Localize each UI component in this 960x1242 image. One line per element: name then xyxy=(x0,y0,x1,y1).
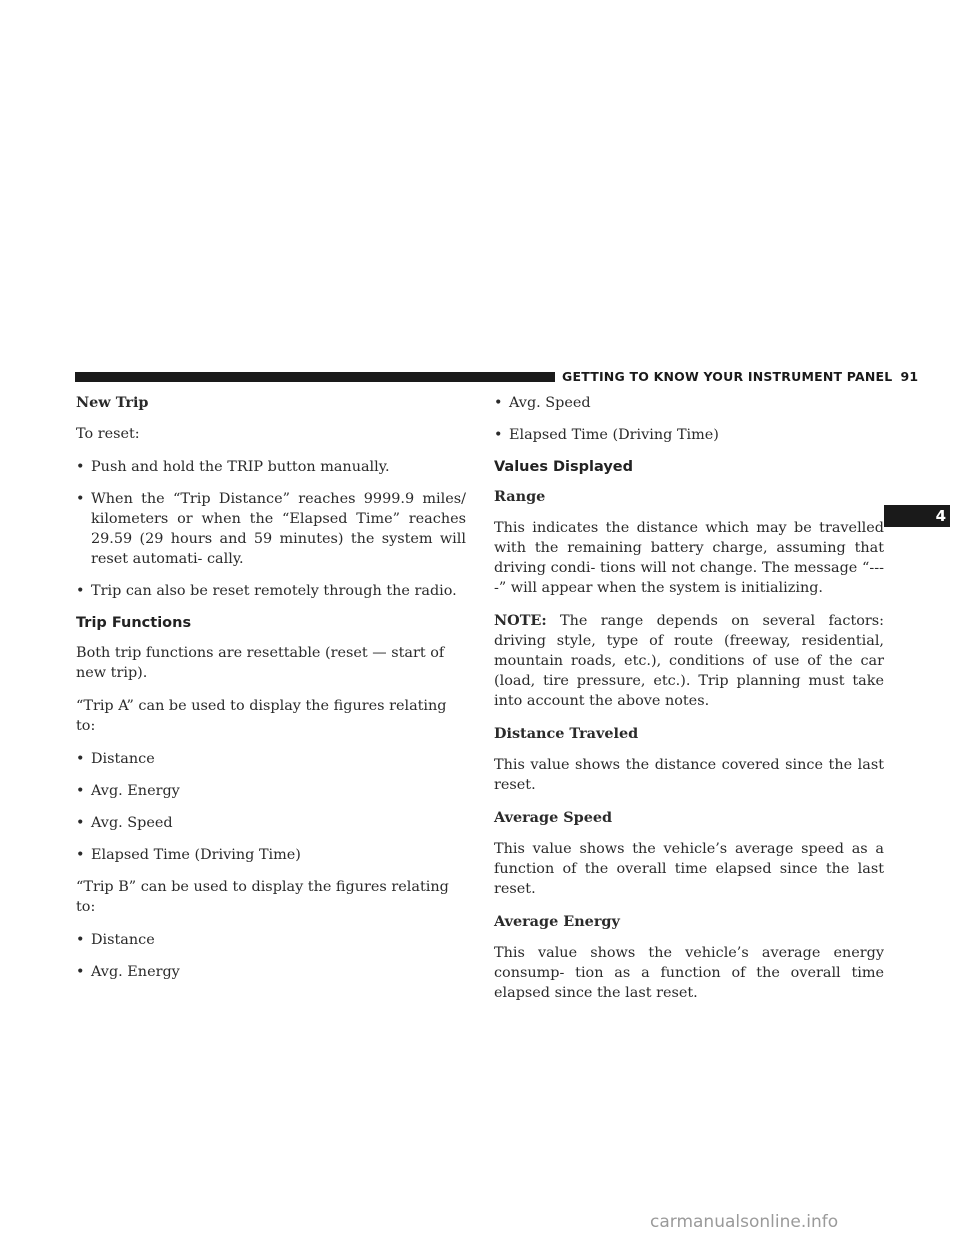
trip-b-intro: “Trip B” can be used to display the figures relating to: xyxy=(76,879,449,915)
note-text: The range depends on several factors: driving style, type of route (freeway, residential, mountain roads, etc.), conditions of use of the car (load, tire pressure, etc.). Trip planning must take into account the above notes. xyxy=(494,613,884,709)
average-speed-text: This value shows the vehicle’s average speed as a function of the overall time elapsed since the last reset. xyxy=(494,841,884,897)
list-item: • Distance xyxy=(76,932,155,948)
list-item: • When the “Trip Distance” reaches 9999.9 miles/ kilometers or when the “Elapsed Time” reaches 29.59 (29 hours and 59 minutes) the system will reset automati- cally. xyxy=(76,491,466,567)
list-item: • Avg. Speed xyxy=(494,395,591,411)
bullet-icon: • xyxy=(76,964,85,980)
trip-b-list xyxy=(76,930,466,982)
left-column xyxy=(76,393,466,994)
trip-a-list xyxy=(76,749,466,865)
to-reset-text: To reset: xyxy=(76,426,140,442)
range-heading: Range xyxy=(494,488,546,505)
list-item: • Trip can also be reset remotely through the radio. xyxy=(76,583,457,599)
bullet-icon: • xyxy=(76,491,85,507)
bullet-icon: • xyxy=(76,783,85,799)
list-item: • Push and hold the TRIP button manually. xyxy=(76,459,390,475)
reset-bullet-list xyxy=(76,457,466,601)
note-label: NOTE: xyxy=(494,612,547,629)
values-displayed-heading: Values Displayed xyxy=(494,459,634,475)
note-paragraph xyxy=(494,611,884,711)
section-title: GETTING TO KNOW YOUR INSTRUMENT PANEL xyxy=(562,369,893,384)
bullet-icon: • xyxy=(494,427,503,443)
watermark: carmanualsonline.info xyxy=(650,1212,839,1232)
average-energy-heading: Average Energy xyxy=(494,913,620,930)
trip-functions-text: Both trip functions are resettable (reset — start of new trip). xyxy=(76,645,445,681)
trip-a-intro: “Trip A” can be used to display the figures relating to: xyxy=(76,698,447,734)
list-item: • Avg. Energy xyxy=(76,783,180,799)
chapter-tab: 4 xyxy=(884,505,950,527)
bullet-icon: • xyxy=(76,583,85,599)
list-item: • Avg. Energy xyxy=(76,964,180,980)
bullet-icon: • xyxy=(76,751,85,767)
distance-traveled-heading: Distance Traveled xyxy=(494,725,639,742)
page-number: 91 xyxy=(900,369,919,384)
bullet-icon: • xyxy=(494,395,503,411)
bullet-icon: • xyxy=(76,815,85,831)
list-item: • Elapsed Time (Driving Time) xyxy=(494,427,719,443)
trip-functions-heading: Trip Functions xyxy=(76,615,192,631)
bullet-icon: • xyxy=(76,847,85,863)
distance-traveled-text: This value shows the distance covered since the last reset. xyxy=(494,757,884,793)
list-item: • Elapsed Time (Driving Time) xyxy=(76,847,301,863)
average-energy-text: This value shows the vehicle’s average energy consump- tion as a function of the overall time elapsed since the last reset. xyxy=(494,945,884,1001)
range-text: This indicates the distance which may be travelled with the remaining battery charge, assuming that driving condi- tions will not change. The message “----” will appear when the system is initializing. xyxy=(494,520,884,596)
running-header xyxy=(562,369,919,384)
list-item: • Distance xyxy=(76,751,155,767)
bullet-icon: • xyxy=(76,459,85,475)
average-speed-heading: Average Speed xyxy=(494,809,613,826)
new-trip-heading: New Trip xyxy=(76,394,149,411)
header-rule xyxy=(75,372,555,382)
list-item: • Avg. Speed xyxy=(76,815,173,831)
bullet-icon: • xyxy=(76,932,85,948)
trip-b-list-continued xyxy=(494,393,884,445)
right-column xyxy=(494,393,884,1016)
